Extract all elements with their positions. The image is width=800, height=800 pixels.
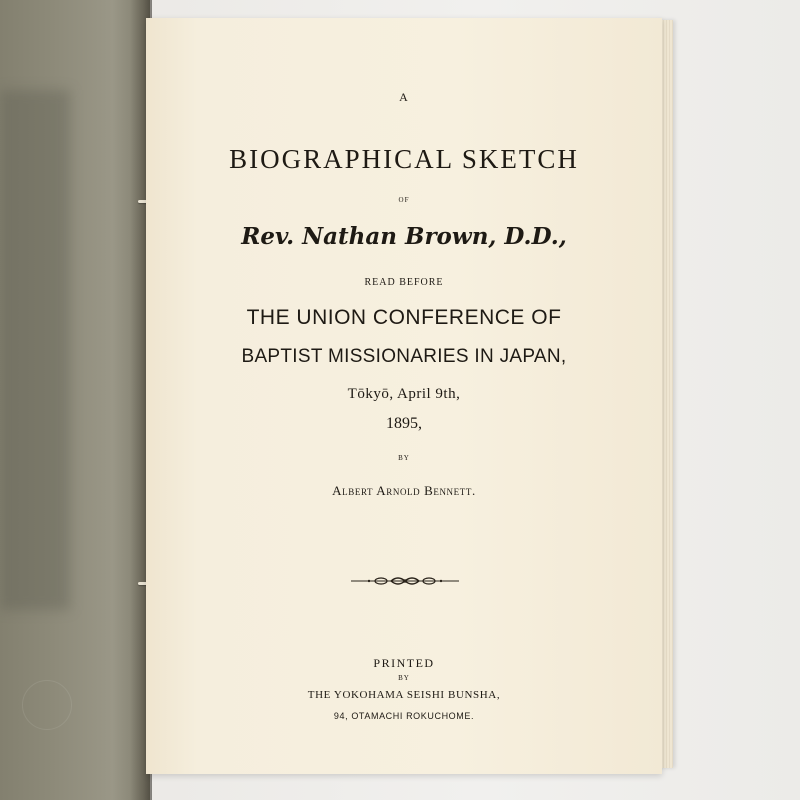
ornamental-rule-icon bbox=[351, 574, 459, 588]
watermark-seal-icon bbox=[22, 680, 72, 730]
of-text: OF bbox=[398, 196, 410, 204]
page-title: BIOGRAPHICAL SKETCH bbox=[229, 144, 579, 174]
printed-by-text: BY bbox=[398, 674, 410, 682]
article-text: A bbox=[399, 90, 409, 104]
title-page bbox=[146, 18, 662, 774]
subject-name: Rev. Nathan Brown, D.D., bbox=[241, 223, 567, 250]
conference-line-2: BAPTIST MISSIONARIES IN JAPAN, bbox=[241, 346, 567, 367]
publisher-address: 94, OTAMACHI ROKUCHOME. bbox=[333, 711, 475, 721]
year: 1895, bbox=[386, 415, 422, 432]
author-name: Albert Arnold Bennett. bbox=[332, 483, 476, 498]
place-date: Tōkyō, April 9th, bbox=[347, 386, 461, 402]
conference-line-1: THE UNION CONFERENCE OF bbox=[246, 306, 562, 329]
cover-shadow bbox=[0, 90, 70, 610]
by-text: BY bbox=[398, 454, 410, 462]
publisher-name: THE YOKOHAMA SEISHI BUNSHA, bbox=[307, 689, 501, 701]
read-before-text: READ BEFORE bbox=[364, 277, 444, 288]
printed-text: PRINTED bbox=[373, 656, 435, 670]
